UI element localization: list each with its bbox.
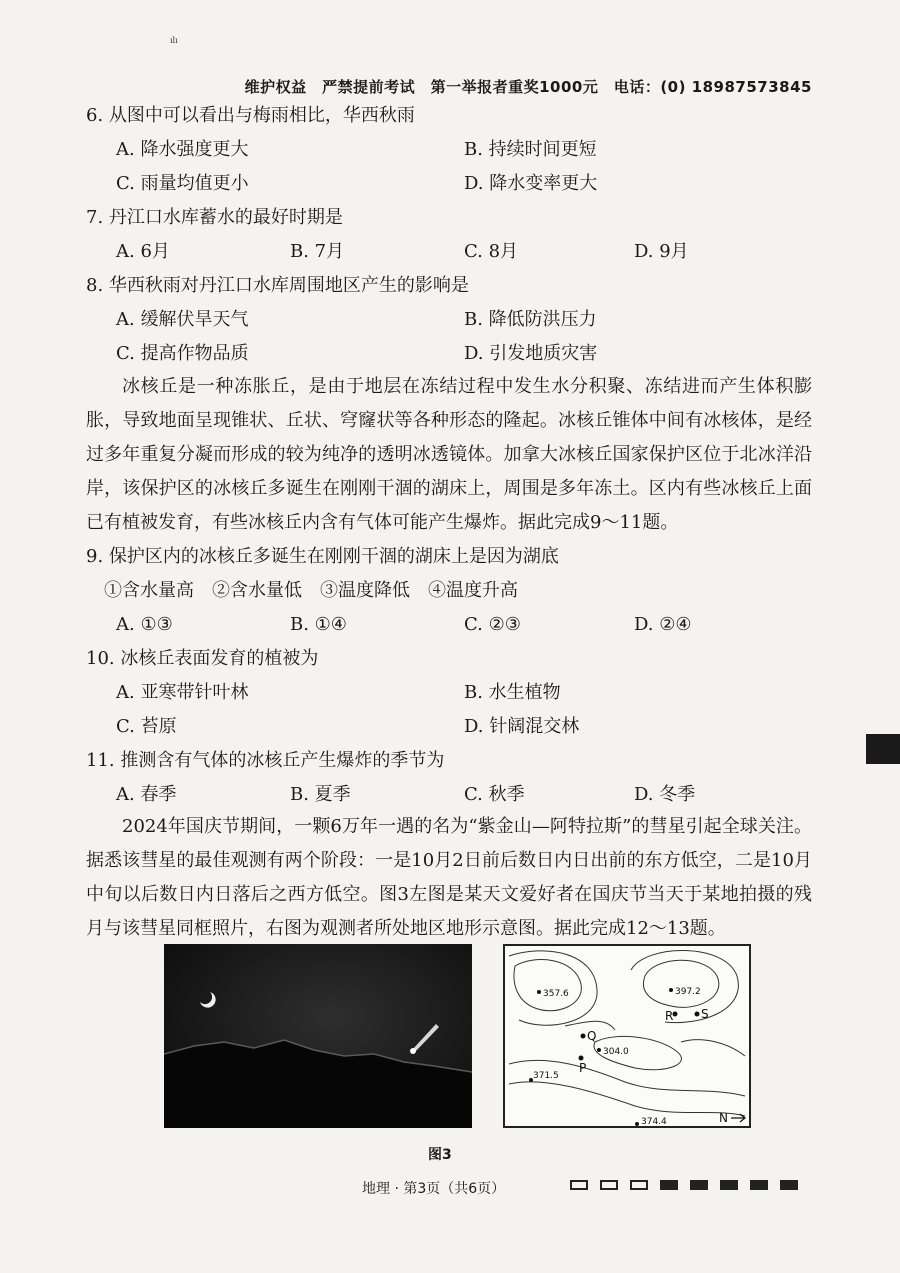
square-filled (690, 1180, 708, 1190)
figure-caption: 图3 (428, 1147, 452, 1163)
night-sky-illustration (164, 944, 472, 1128)
question-9-statements: ①含水量高 ②含水量低 ③温度降低 ④温度升高 (104, 580, 518, 601)
option-8d: D. 引发地质灾害 (464, 343, 598, 364)
option-9a: A. ①③ (116, 614, 173, 635)
comet-icon (410, 1024, 439, 1054)
question-11 (86, 749, 444, 773)
option-6b: B. 持续时间更短 (464, 139, 597, 160)
option-10c: C. 苔原 (116, 716, 177, 737)
question-text: 从图中可以看出与梅雨相比，华西秋雨 (108, 105, 415, 126)
option-11b: B. 夏季 (290, 784, 351, 805)
square-empty (600, 1180, 618, 1190)
question-text: 推测含有气体的冰核丘产生爆炸的季节为 (120, 750, 445, 771)
question-6 (86, 104, 415, 128)
question-number: 11. (86, 750, 115, 771)
question-9 (86, 545, 559, 569)
mountain-silhouette (164, 1040, 472, 1128)
option-11d: D. 冬季 (634, 784, 696, 805)
page-footer: 地理 · 第3页（共6页） (362, 1181, 506, 1197)
passage-comet: 2024年国庆节期间，一颗6万年一遇的名为“紫金山—阿特拉斯”的彗星引起全球关注。据悉该彗星的最佳观测有两个阶段：一是10月2日前后数日内日出前的东方低空，二是10月中旬以后数日内日落后之西方低空。图3左图是某天文爱好者在国庆节当天于某地拍摄的残月与该彗星同框照片，右图为观测者所处地区地形示意图。据此完成12～13题。 (86, 816, 812, 939)
question-number: 9. (86, 546, 104, 567)
question-number: 8. (86, 275, 104, 296)
north-arrow-label: N (719, 1111, 728, 1125)
question-text: 丹江口水库蓄水的最好时期是 (108, 207, 343, 228)
square-filled (750, 1180, 768, 1190)
square-filled (720, 1180, 738, 1190)
question-7 (86, 206, 343, 230)
option-7a: A. 6月 (116, 241, 170, 262)
question-text: 冰核丘表面发育的植被为 (120, 648, 319, 669)
moon-comet-photo (164, 944, 472, 1128)
point-r-label: R (665, 1009, 674, 1023)
footer-squares (570, 1180, 798, 1190)
page-header: 维护权益 严禁提前考试 第一举报者重奖1000元 电话：(0) 18987573845 (244, 78, 812, 96)
option-11c: C. 秋季 (464, 784, 525, 805)
crescent-moon-icon (200, 992, 216, 1008)
elevation-label-1: 357.6 (543, 989, 569, 999)
point-p-label: P (579, 1061, 587, 1075)
option-10d: D. 针阔混交林 (464, 716, 580, 737)
topographic-map (503, 944, 751, 1128)
elevation-label-5: 374.4 (641, 1117, 667, 1126)
option-10b: B. 水生植物 (464, 682, 561, 703)
option-6a: A. 降水强度更大 (116, 139, 249, 160)
question-text: 保护区内的冰核丘多诞生在刚刚干涸的湖床上是因为湖底 (108, 546, 559, 567)
option-8c: C. 提高作物品质 (116, 343, 249, 364)
square-empty (630, 1180, 648, 1190)
option-8b: B. 降低防洪压力 (464, 309, 597, 330)
elevation-label-4: 371.5 (533, 1071, 559, 1081)
point-s-label: S (701, 1007, 709, 1021)
question-10 (86, 647, 318, 671)
option-6c: C. 雨量均值更小 (116, 173, 249, 194)
question-text: 华西秋雨对丹江口水库周围地区产生的影响是 (108, 275, 469, 296)
option-9c: C. ②③ (464, 614, 521, 635)
option-6d: D. 降水变率更大 (464, 173, 598, 194)
question-number: 7. (86, 207, 104, 228)
square-filled (660, 1180, 678, 1190)
contour-lines (509, 950, 745, 1116)
scratch-mark: ılı (170, 36, 178, 45)
question-8 (86, 274, 469, 298)
option-8a: A. 缓解伏旱天气 (116, 309, 249, 330)
passage-ice-core-hill: 冰核丘是一种冻胀丘，是由于地层在冻结过程中发生水分积聚、冻结进而产生体积膨胀，导致地面呈现锥状、丘状、穹窿状等各种形态的隆起。冰核丘锥体中间有冰核体，是经过多年重复分凝而形成的较为纯净的透明冰透镜体。加拿大冰核丘国家保护区位于北冰洋沿岸，该保护区的冰核丘多诞生在刚刚干涸的湖床上，周围是多年冻土。区内有些冰核丘上面已有植被发育，有些冰核丘内含有气体可能产生爆炸。据此完成9～11题。 (86, 376, 812, 533)
option-11a: A. 春季 (116, 784, 177, 805)
square-filled (780, 1180, 798, 1190)
option-7d: D. 9月 (634, 241, 689, 262)
question-number: 6. (86, 105, 104, 126)
option-7b: B. 7月 (290, 241, 345, 262)
option-7c: C. 8月 (464, 241, 519, 262)
elevation-label-3: 304.0 (603, 1047, 629, 1057)
margin-tab-marker (866, 734, 900, 764)
elevation-label-2: 397.2 (675, 987, 701, 997)
contour-map (505, 946, 749, 1126)
square-empty (570, 1180, 588, 1190)
question-number: 10. (86, 648, 115, 669)
point-q-label: Q (587, 1029, 597, 1043)
option-10a: A. 亚寒带针叶林 (116, 682, 249, 703)
option-9b: B. ①④ (290, 614, 347, 635)
option-9d: D. ②④ (634, 614, 692, 635)
